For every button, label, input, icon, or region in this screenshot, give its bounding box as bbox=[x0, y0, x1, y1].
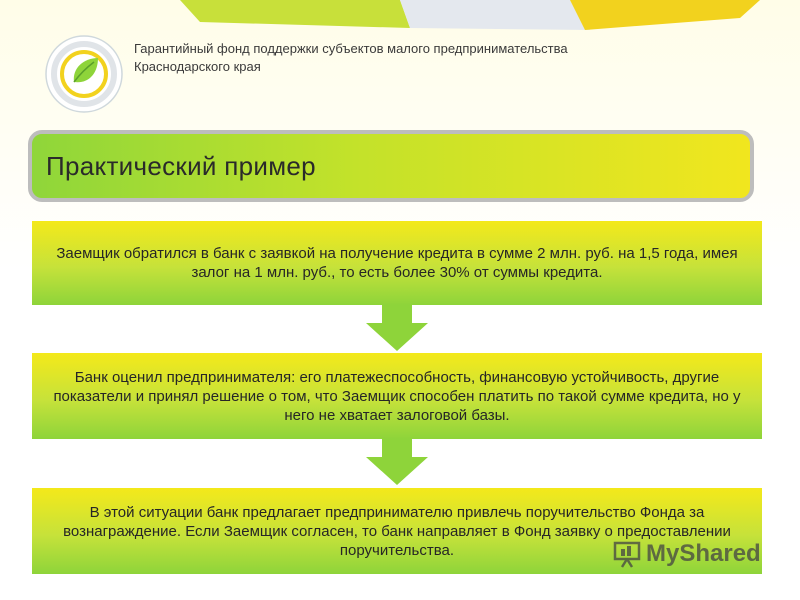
watermark-text: MyShared bbox=[646, 540, 761, 567]
step-box-2 bbox=[32, 353, 762, 439]
step-box-1 bbox=[32, 221, 762, 305]
page-title: Практический пример bbox=[46, 150, 316, 181]
down-arrow-icon bbox=[366, 439, 428, 485]
organization-name: Гарантийный фонд поддержки субъектов малого предпринимательства Краснодарского края bbox=[134, 41, 568, 74]
title-banner bbox=[28, 130, 754, 202]
presentation-icon bbox=[612, 539, 642, 569]
step-1-text: Заемщик обратился в банк с заявкой на получение кредита в сумме 2 млн. руб. на 1,5 года, имея залог на 1 млн. руб., то есть более 30% от суммы кредита. bbox=[56, 245, 738, 281]
step-2-text: Банк оценил предпринимателя: его платежеспособность, финансовую устойчивость, другие показатели и принял решение о том, что Заемщик способен платить по такой сумме кредита, но у него не хватает залоговой базы. bbox=[53, 368, 741, 424]
step-3-text: В этой ситуации банк предлагает предпринимателю привлечь поручительство Фонда за вознаграждение. Если Заемщик согласен, то банк направляет в Фонд заявку о предоставлении поручительства. bbox=[63, 503, 731, 559]
watermark bbox=[612, 536, 762, 572]
fund-logo bbox=[44, 34, 124, 114]
down-arrow-icon bbox=[366, 305, 428, 351]
